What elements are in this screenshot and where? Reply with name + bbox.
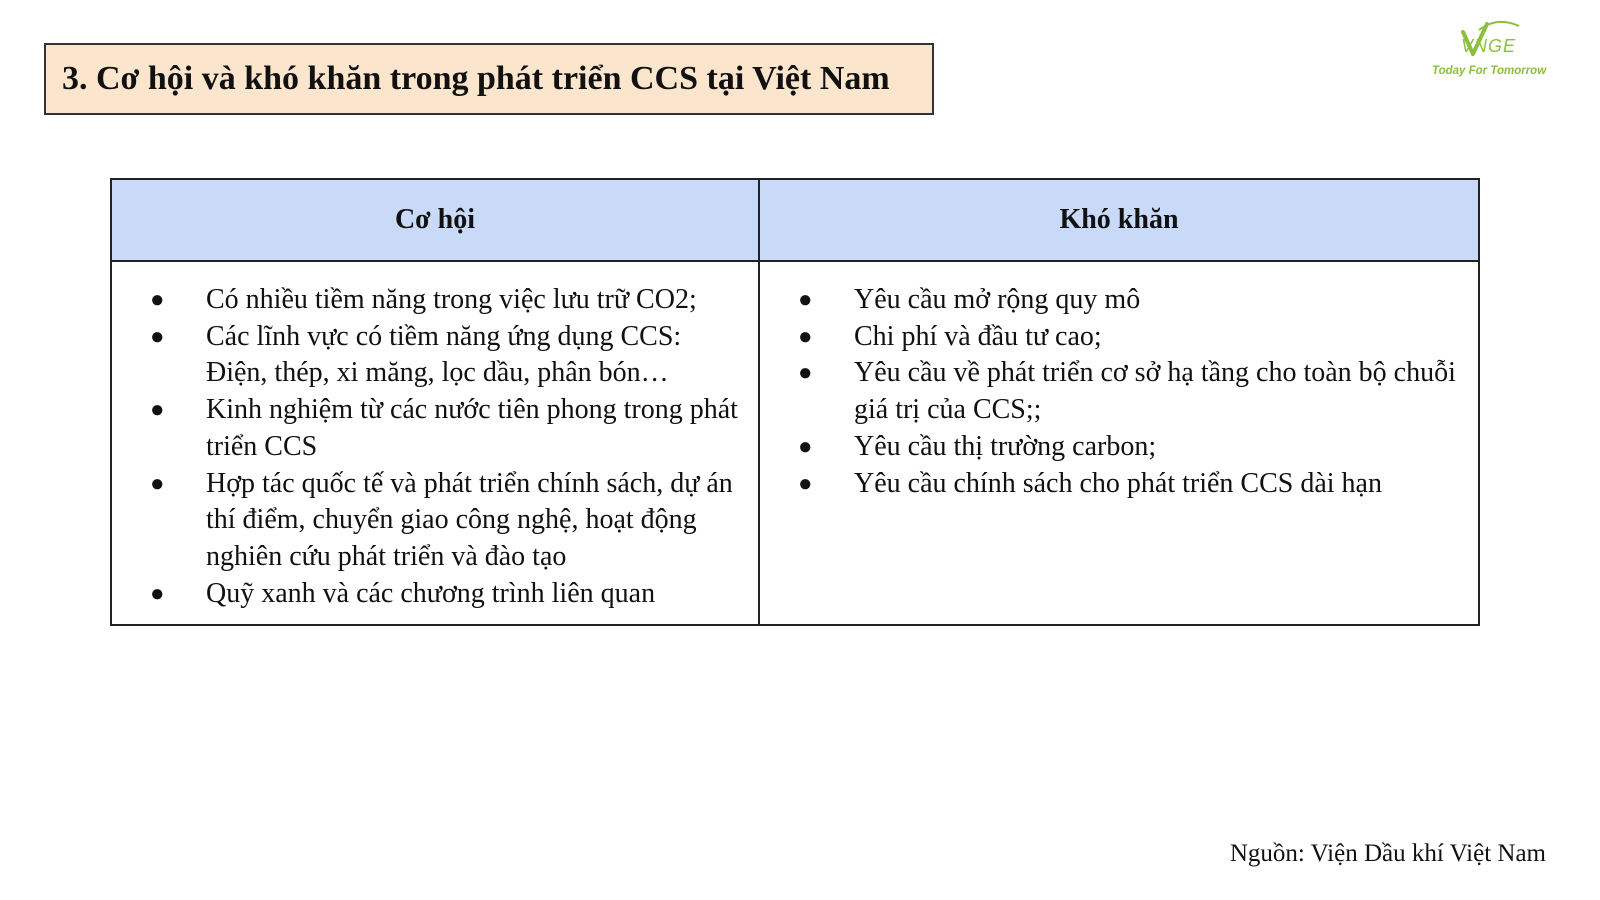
opportunity-item-text: Các lĩnh vực có tiềm năng ứng dụng CCS: Điện, thép, xi măng, lọc dầu, phân bón… xyxy=(206,320,682,389)
opportunity-item xyxy=(112,319,748,392)
challenges-cell xyxy=(759,261,1479,625)
opportunities-list xyxy=(112,262,758,624)
bullet-icon: ● xyxy=(150,323,165,350)
table-body-row xyxy=(111,261,1479,625)
opportunity-item-text: Có nhiều tiềm năng trong việc lưu trữ CO2; xyxy=(206,284,697,315)
header-challenges: Khó khăn xyxy=(759,179,1479,261)
opportunity-item xyxy=(112,392,748,465)
opportunities-cell xyxy=(111,261,759,625)
header-opportunities: Cơ hội xyxy=(111,179,759,261)
challenge-item-text: Yêu cầu về phát triển cơ sở hạ tầng cho toàn bộ chuỗi giá trị của CCS;; xyxy=(854,357,1456,426)
bullet-icon: ● xyxy=(798,360,813,387)
source-note: Nguồn: Viện Dầu khí Việt Nam xyxy=(1229,840,1546,867)
opportunities-challenges-table xyxy=(110,178,1480,626)
challenge-item-text: Yêu cầu chính sách cho phát triển CCS dài hạn xyxy=(854,467,1382,499)
bullet-icon: ● xyxy=(150,287,165,313)
challenge-item xyxy=(760,319,1468,356)
title-box xyxy=(44,43,934,115)
vnge-logo xyxy=(1425,18,1555,88)
table-header-row xyxy=(111,179,1479,261)
challenge-item xyxy=(760,466,1468,503)
challenge-item-text: Yêu cầu mở rộng quy mô xyxy=(854,284,1141,315)
bullet-icon: ● xyxy=(798,287,813,313)
bullet-icon: ● xyxy=(798,470,813,497)
bullet-icon: ● xyxy=(798,433,813,460)
bullet-icon: ● xyxy=(150,470,165,497)
opportunity-item xyxy=(112,576,748,613)
challenge-item-text: Chi phí và đầu tư cao; xyxy=(854,320,1102,352)
challenge-item xyxy=(760,282,1468,319)
challenges-list xyxy=(760,262,1478,514)
opportunity-item xyxy=(112,282,748,319)
opportunity-item xyxy=(112,466,748,576)
logo-tagline: Today For Tomorrow xyxy=(1432,65,1547,77)
opportunity-item-text: Quỹ xanh và các chương trình liên quan xyxy=(206,577,656,609)
opportunity-item-text: Hợp tác quốc tế và phát triển chính sách, dự án thí điểm, chuyển giao công nghệ, hoạt động nghiên cứu phát triển và đào tạo xyxy=(206,467,733,572)
opportunity-item-text: Kinh nghiệm từ các nước tiên phong trong phát triển CCS xyxy=(206,394,738,462)
logo-name: VNGE xyxy=(1461,36,1517,56)
challenge-item xyxy=(760,355,1468,428)
bullet-icon: ● xyxy=(798,323,813,350)
bullet-icon: ● xyxy=(150,580,165,607)
page-title: 3. Cơ hội và khó khăn trong phát triển CCS tại Việt Nam xyxy=(62,60,890,97)
challenge-item-text: Yêu cầu thị trường carbon; xyxy=(854,430,1157,462)
challenge-item xyxy=(760,429,1468,466)
bullet-icon: ● xyxy=(150,397,165,424)
